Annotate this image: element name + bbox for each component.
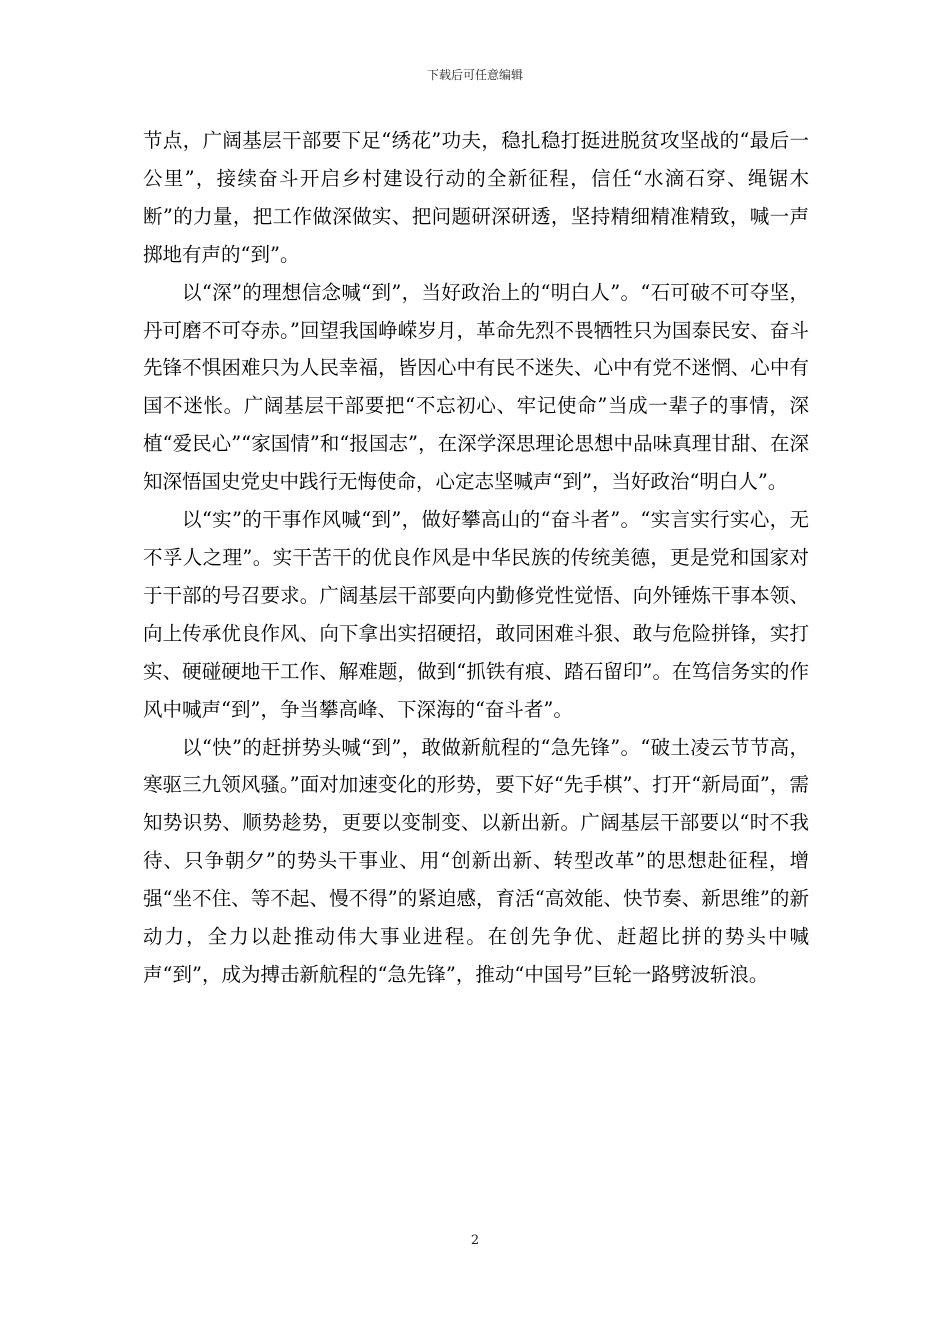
page-number: 2 — [470, 1233, 480, 1248]
document-body — [143, 122, 809, 994]
paragraph-shen: 以“深”的理想信念喊“到”，当好政治上的“明白人”。“石可破不可夺坚，丹可磨不可夺赤。”回望我国峥嵘岁月，革命先烈不畏牺牲只为国泰民安、奋斗先锋不惧困难只为人民幸福，皆因心中有民不迷失、心中有党不迷惘、心中有国不迷怅。广阔基层干部要把“不忘初心、牢记使命”当成一辈子的事情，深植“爱民心”“家国情”和“报国志”，在深学深思理论思想中品味真理甘甜、在深知深悟国史党史中践行无悔使命，心定志坚喊声“到”，当好政治“明白人”。 — [143, 280, 809, 494]
paragraph-kuai: 以“快”的赶拼势头喊“到”，敢做新航程的“急先锋”。“破土凌云节节高，寒驱三九领风骚。”面对加速变化的形势，要下好“先手棋”、打开“新局面”，需知势识势、顺势趁势，更要以变制变、以新出新。广阔基层干部要以“时不我待、只争朝夕”的势头干事业、用“创新出新、转型改革”的思想赴征程，增强“坐不住、等不起、慢不得”的紧迫感，育活“高效能、快节奏、新思维”的新动力，全力以赴推动伟大事业进程。在创先争优、赶超比拼的势头中喊声“到”，成为搏击新航程的“急先锋”，推动“中国号”巨轮一路劈波斩浪。 — [143, 735, 809, 986]
paragraph-shi: 以“实”的干事作风喊“到”，做好攀高山的“奋斗者”。“实言实行实心，无不孚人之理”。实干苦干的优良作风是中华民族的传统美德，更是党和国家对于干部的号召要求。广阔基层干部要向内勤修党性觉悟、向外锤炼干事本领、向上传承优良作风、向下拿出实招硬招，敢同困难斗狠、敢与危险拼锋，实打实、硬碰硬地干工作、解难题，做到“抓铁有痕、踏石留印”。在笃信务实的作风中喊声“到”，争当攀高峰、下深海的“奋斗者”。 — [143, 508, 809, 721]
paragraph-continuation: 节点，广阔基层干部要下足“绣花”功夫，稳扎稳打挺进脱贫攻坚战的“最后一公里”，接续奋斗开启乡村建设行动的全新征程，信任“水滴石穿、绳锯木断”的力量，把工作做深做实、把问题研深研透，坚持精细精准精致，喊一声掷地有声的“到”。 — [143, 129, 809, 266]
page-header: 下载后可任意编辑 — [426, 68, 523, 82]
